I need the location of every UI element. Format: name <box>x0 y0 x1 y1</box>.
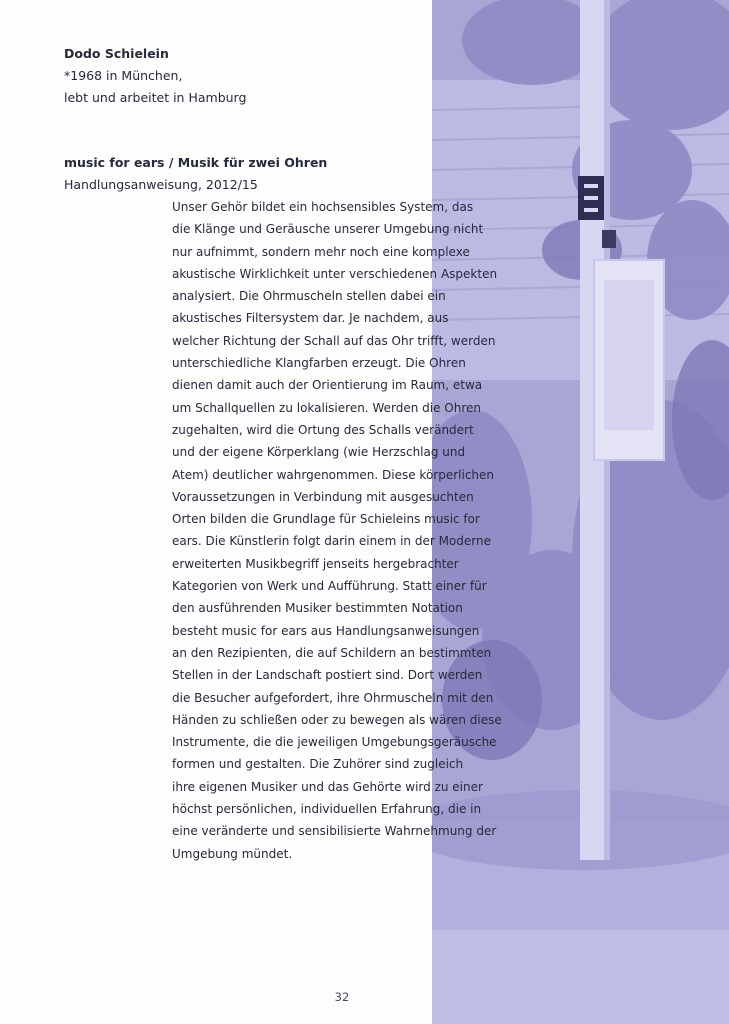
body-line: ihre eigenen Musiker und das Gehörte wird zu einer <box>172 779 483 794</box>
body-line: Stellen in der Landschaft postiert sind. Dort werden <box>172 668 483 683</box>
body-line: Orten bilden die Grundlage für Schieleins music for <box>172 512 480 527</box>
work-title: music for ears / Musik für zwei Ohren <box>64 155 328 170</box>
body-line: die Klänge und Geräusche unserer Umgebung nicht <box>172 222 484 237</box>
body-line: formen und gestalten. Die Zuhörer sind zugleich <box>172 757 464 772</box>
body-line: eine veränderte und sensibilisierte Wahrnehmung der <box>172 824 497 839</box>
body-line: an den Rezipienten, die auf Schildern an bestimmten <box>172 645 492 660</box>
artist-birth: *1968 in München, <box>64 68 183 83</box>
body-paragraph <box>172 196 507 865</box>
artist-residence: lebt und arbeitet in Hamburg <box>64 90 247 105</box>
body-line: akustisches Filtersystem dar. Je nachdem, aus <box>172 311 449 326</box>
body-line: den ausführenden Musiker bestimmten Notation <box>172 601 463 616</box>
body-line: akustische Wirklichkeit unter verschiedenen Aspekten <box>172 266 498 281</box>
body-line: Unser Gehör bildet ein hochsensibles System, das <box>172 200 474 214</box>
work-subtitle: Handlungsanweisung, 2012/15 <box>64 177 258 192</box>
body-line: ears. Die Künstlerin folgt darin einem in der Moderne <box>172 534 491 549</box>
body-text <box>172 196 507 865</box>
body-line: Kategorien von Werk und Aufführung. Statt einer für <box>172 579 487 594</box>
body-line: die Besucher aufgefordert, ihre Ohrmuscheln mit den <box>172 690 494 705</box>
body-line: Instrumente, die die jeweiligen Umgebungsgeräusche <box>172 735 497 750</box>
body-line: Voraussetzungen in Verbindung mit ausgesuchten <box>172 489 474 504</box>
body-line: welcher Richtung der Schall auf das Ohr trifft, werden <box>172 333 496 348</box>
body-line: höchst persönlichen, individuellen Erfahrung, die in <box>172 802 482 817</box>
body-line: Umgebung mündet. <box>172 846 293 861</box>
body-line: erweiterten Musikbegriff jenseits hergebrachter <box>172 556 459 571</box>
body-line: dienen damit auch der Orientierung im Raum, etwa <box>172 378 483 393</box>
page-number: 32 <box>334 990 350 1004</box>
body-line: und der eigene Körperklang (wie Herzschlag und <box>172 445 466 460</box>
body-line: besteht music for ears aus Handlungsanweisungen <box>172 623 480 638</box>
body-line: analysiert. Die Ohrmuscheln stellen dabei ein <box>172 289 446 304</box>
work-heading <box>64 152 327 196</box>
body-line: Atem) deutlicher wahrgenommen. Diese körperlichen <box>172 467 495 482</box>
body-line: Händen zu schließen oder zu bewegen als wären diese <box>172 712 502 727</box>
body-line: zugehalten, wird die Ortung des Schalls verändert <box>172 422 474 437</box>
artist-info <box>64 43 246 109</box>
artist-name: Dodo Schielein <box>64 46 169 61</box>
body-line: unterschiedliche Klangfarben erzeugt. Die Ohren <box>172 356 466 371</box>
body-line: um Schallquellen zu lokalisieren. Werden die Ohren <box>172 400 481 415</box>
body-line: nur aufnimmt, sondern mehr noch eine komplexe <box>172 244 470 259</box>
